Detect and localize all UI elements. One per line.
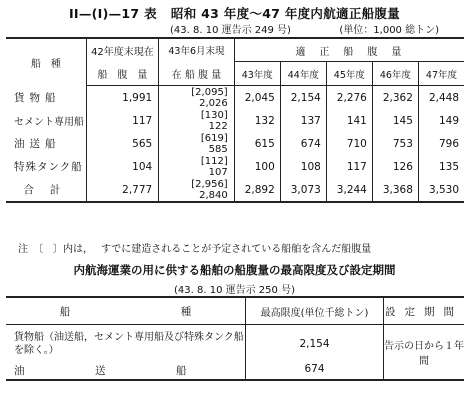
cell-year: 137 [280, 109, 326, 132]
cell-jun43-actual: 107 [208, 166, 228, 178]
header-fy42-top: 42年度末現在 [86, 38, 159, 62]
table-row [6, 132, 464, 155]
cell-year: 117 [326, 155, 372, 178]
table1-footnote [18, 240, 371, 255]
table1-notice: (43. 8. 10 運告示 249 号) [170, 25, 291, 36]
table1-unit: (単位：1,000 総トン) [339, 25, 439, 36]
header-year: 43年度 [234, 62, 280, 86]
header-period: 設定期間 [384, 297, 465, 325]
maximum-tonnage-table [6, 296, 464, 381]
header-ship-type: 船 種 [6, 297, 246, 325]
cell-jun43 [159, 178, 235, 202]
cell-year: 108 [280, 155, 326, 178]
cell-jun43 [159, 132, 235, 155]
cell-year: 2,276 [326, 86, 372, 110]
cell-jun43-bracket: [619] [200, 132, 228, 144]
cell-year: 100 [234, 155, 280, 178]
cell-fy42: 2,777 [86, 178, 159, 202]
cell-jun43-actual: 2,840 [199, 189, 228, 201]
cell-jun43-bracket: [2,956] [191, 178, 228, 190]
cell-year: 2,448 [428, 91, 459, 104]
cell-fy42: 1,991 [86, 86, 159, 110]
header-fy42-bottom: 船 腹 量 [86, 62, 159, 86]
cell-year: 135 [438, 160, 459, 173]
cell-year: 2,362 [372, 86, 418, 110]
cell-year: 132 [234, 109, 280, 132]
table2-title: 内航海運業の用に供する船舶の船腹量の最高限度及び設定期間 [73, 263, 396, 277]
table-row [6, 325, 464, 364]
cell-year: 3,073 [280, 178, 326, 202]
table1-header-row [6, 38, 464, 62]
header-year: 46年度 [372, 62, 418, 86]
cell-limit: 2,154 [246, 325, 384, 364]
row-label: セメント専用船 [6, 109, 86, 132]
cell-jun43-bracket: [112] [200, 155, 228, 167]
cell-year: 3,368 [372, 178, 418, 202]
header-jun43-bottom: 在 船 腹 量 [159, 62, 235, 86]
header-adequate-group: 適 正 船 腹 量 [234, 38, 464, 62]
adequate-tonnage-table [6, 37, 464, 203]
cell-fy42: 565 [86, 132, 159, 155]
cell-jun43 [159, 86, 235, 110]
cell-year: 2,892 [234, 178, 280, 202]
cell-period: 告示の日から１年間 [384, 325, 465, 381]
cell-year: 145 [372, 109, 418, 132]
cell-fy42: 104 [86, 155, 159, 178]
table1-title-line [0, 4, 469, 22]
cell-year: 3,530 [418, 178, 464, 202]
cell-jun43-actual: 585 [208, 143, 228, 155]
table-row [6, 109, 464, 132]
table1-title: 昭和 43 年度〜47 年度内航適正船腹量 [170, 6, 401, 21]
header-jun43-top: 43年6月末現 [159, 38, 235, 62]
table-number: II—(I)—17 表 [68, 6, 157, 21]
table2-header-row [6, 297, 464, 325]
cell-year: 141 [326, 109, 372, 132]
header-year: 45年度 [326, 62, 372, 86]
table2-notice: (43. 8. 10 運告示 250 号) [174, 285, 295, 296]
cell-jun43-bracket: [130] [200, 109, 228, 121]
cell-jun43-actual: 2,026 [199, 97, 228, 109]
cell-jun43-bracket: [2,095] [191, 86, 228, 98]
cell-year: 796 [438, 137, 459, 150]
cell-limit: 674 [246, 363, 384, 380]
cell-year: 710 [326, 132, 372, 155]
row-label: 特殊タンク船 [6, 155, 86, 178]
header-ship-type: 船 種 [6, 38, 86, 86]
cell-year: 615 [234, 132, 280, 155]
row-label: 油送船 [6, 132, 86, 155]
cell-year: 674 [280, 132, 326, 155]
header-limit: 最高限度(単位千総トン) [246, 297, 384, 325]
cell-year: 2,045 [234, 86, 280, 110]
cell-year: 126 [372, 155, 418, 178]
cell-year: 149 [438, 114, 459, 127]
cell-year: 753 [372, 132, 418, 155]
row-label-total: 合計 [6, 178, 86, 202]
cell-fy42: 117 [86, 109, 159, 132]
footnote-text: すでに建造されることが予定されている船舶を含んだ船腹量 [101, 244, 372, 255]
row-label-cargo: 貨物船（油送船，セメント専用船及び特殊タンク船を除く。） [6, 325, 246, 364]
row-label-oil: 油 送 船 [6, 363, 246, 380]
header-year: 44年度 [280, 62, 326, 86]
table-row [6, 86, 464, 110]
table-row-total [6, 178, 464, 202]
cell-jun43 [159, 109, 235, 132]
table-row [6, 155, 464, 178]
footnote-mark: 注 〔 〕内は， [18, 244, 93, 255]
header-year: 47年度 [418, 62, 464, 86]
cell-jun43 [159, 155, 235, 178]
cell-jun43-actual: 122 [208, 120, 228, 132]
cell-year: 3,244 [326, 178, 372, 202]
cell-year: 2,154 [280, 86, 326, 110]
row-label: 貨物船 [6, 86, 86, 110]
